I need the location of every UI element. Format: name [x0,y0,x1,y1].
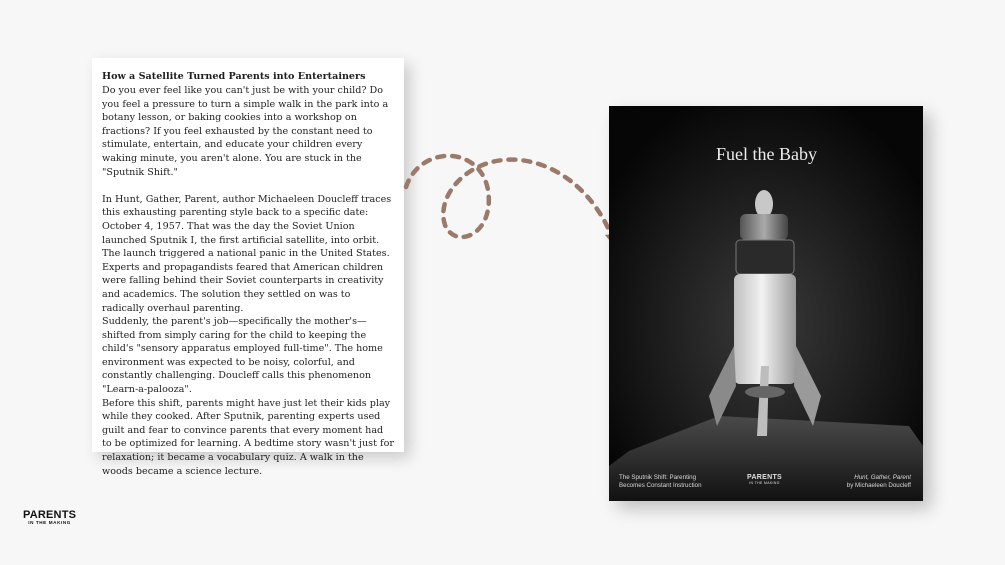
poster-image [609,106,923,501]
poster-logo [747,474,782,485]
poster-illustration [609,106,923,501]
poster-logo-main: PARENTS [747,474,783,481]
poster-caption [619,474,702,490]
poster-logo-sub: IN THE MAKING [749,481,780,485]
brand-logo-sub: IN THE MAKING [28,520,71,525]
bottle-nipple [755,190,773,218]
article-paragraph: Suddenly, the parent's job—specifically the mother's—shifted from simply caring for the child to keeping the child's "sensory apparatus employed full-time". The home environment was expected to be noisy, colorful, and constantly challenging. Doucleff calls this phenomenon "Learn-a-palooza". [102,316,383,396]
brand-logo-main: PARENTS [23,509,77,521]
article-body [102,84,394,478]
poster-caption-line: The Sputnik Shift: Parenting [619,474,697,481]
dashed-arrow-path [406,156,608,237]
poster-title: Fuel the Baby [716,144,817,164]
dashed-arrow [400,140,640,270]
poster-caption-line: Becomes Constant Instruction [619,482,702,489]
poster-book-title: Hunt, Gather, Parent [854,474,911,481]
article-paragraph: Do you ever feel like you can't just be with your child? Do you feel a pressure to turn a simple walk in the park into a botany lesson, or baking cookies into a workshop on fractions? If you feel exhausted by the constant need to stimulate, entertain, and educate your children every waking minute, you aren't alone. You are stuck in the "Sputnik Shift." [102,85,389,178]
article-paragraph: Before this shift, parents might have just let their kids play while they cooked. After Sputnik, parenting experts used guilt and fear to convince parents that every moment had to be optimized for learning. A bedtime story wasn't just for relaxation; it became a vocabulary quiz. A walk in the woods became a science lecture. [102,397,394,477]
poster-book-author: by Michaeleen Doucleff [846,482,911,489]
article-title: How a Satellite Turned Parents into Entertainers [102,71,366,82]
bottle-collar [740,214,788,240]
article-paragraph: In Hunt, Gather, Parent, author Michaeleen Doucleff traces this exhausting parenting style back to a specific date: October 4, 1957. That was the day the Soviet Union launched Sputnik I, the first artificial satellite, into orbit. The launch triggered a national panic in the United States. Experts and propagandists feared that American children were falling behind their Soviet counterparts in creativity and academics. The solution they settled on was to radically overhaul parenting. [102,193,392,314]
article-card [92,58,404,477]
poster-book-credit [847,474,911,490]
brand-logo [23,509,76,525]
